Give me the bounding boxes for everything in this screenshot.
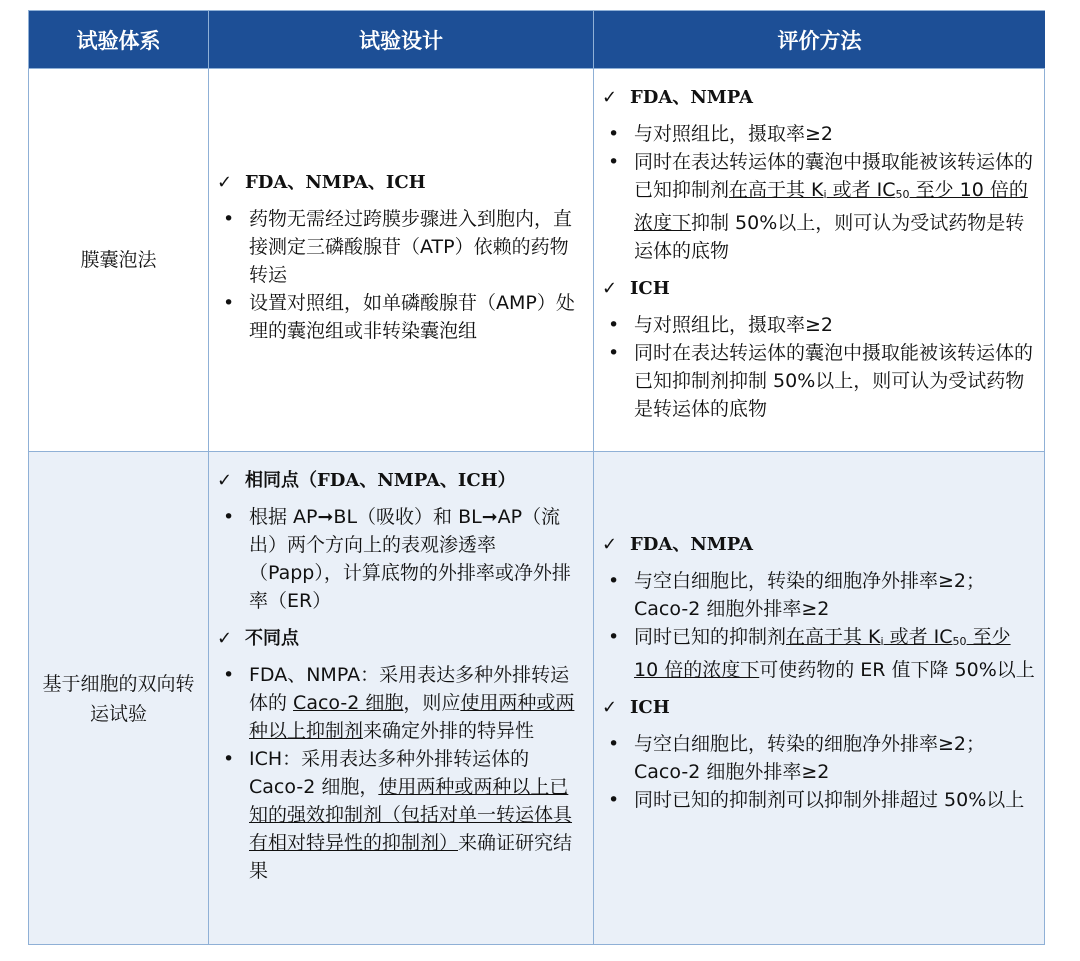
bullet-icon: • [608, 151, 620, 173]
list-item: • 同时已知的抑制剂可以抑制外排超过 50%以上 [602, 786, 1038, 814]
row1-evaluation [602, 84, 1038, 433]
column-divider [208, 11, 209, 944]
list-item: • 同时在表达转运体的囊泡中摄取能被该转运体的已知抑制剂在高于其 $K_i$ 或者 $IC_{50}$ 至少 10 倍的浓度下抑制 50%以上，则可认为受试药物是转运体的底物 [602, 148, 1038, 265]
list-item: • 与对照组比，摄取率≥2 [602, 120, 1038, 148]
bullet-icon: • [223, 292, 235, 314]
bullet-icon: • [608, 789, 620, 811]
check-icon: ✓ [217, 470, 233, 491]
header-evaluation-method: 评价方法 [594, 11, 1045, 68]
check-icon: ✓ [602, 278, 618, 299]
list-item: • ICH：采用表达多种外排转运体的 Caco-2 细胞，使用两种或两种以上已知的强效抑制剂（包括对单一转运体具有相对特异性的抑制剂）来确证研究结果 [217, 745, 583, 885]
check-icon: ✓ [602, 534, 618, 555]
row1-eval-check-fda-nmpa: ✓ FDA、NMPA [602, 84, 1038, 112]
row2-eval-check-fda-nmpa: ✓ FDA、NMPA [602, 531, 1038, 559]
row1-design [217, 169, 583, 355]
list-item: • 与空白细胞比，转染的细胞净外排率≥2；Caco-2 细胞外排率≥2 [602, 730, 1038, 786]
header-test-design: 试验设计 [209, 11, 593, 68]
row2-eval-check-ich: ✓ ICH [602, 694, 1038, 722]
list-item: • 同时已知的抑制剂在高于其 $K_i$ 或者 $IC_{50}$ 至少 10 倍的浓度下可使药物的 ER 值下降 50%以上 [602, 623, 1038, 684]
bullet-icon: • [608, 342, 620, 364]
row1-eval-check-ich: ✓ ICH [602, 275, 1038, 303]
row1-system: 膜囊泡法 [80, 249, 157, 271]
row2-design-check-diff: ✓ 不同点 [217, 625, 583, 653]
list-item: • 设置对照组，如单磷酸腺苷（AMP）处理的囊泡组或非转染囊泡组 [217, 289, 583, 345]
bullet-icon: • [223, 208, 235, 230]
bullet-icon: • [608, 123, 620, 145]
list-item: • 与空白细胞比，转染的细胞净外排率≥2；Caco-2 细胞外排率≥2 [602, 567, 1038, 623]
check-icon: ✓ [217, 172, 233, 193]
check-icon: ✓ [217, 628, 233, 649]
check-icon: ✓ [602, 87, 618, 108]
bullet-icon: • [608, 733, 620, 755]
list-item: • 药物无需经过跨膜步骤进入到胞内，直接测定三磷酸腺苷（ATP）依赖的药物转运 [217, 205, 583, 289]
list-item: • 与对照组比，摄取率≥2 [602, 311, 1038, 339]
header-test-system: 试验体系 [29, 11, 208, 68]
list-item: • 同时在表达转运体的囊泡中摄取能被该转运体的已知抑制剂抑制 50%以上，则可认为受试药物是转运体的底物 [602, 339, 1038, 423]
row2-design-check-same: ✓ 相同点（FDA、NMPA、ICH） [217, 467, 583, 495]
bullet-icon: • [608, 626, 620, 648]
row2-evaluation [602, 531, 1038, 824]
bullet-icon: • [608, 314, 620, 336]
bullet-icon: • [608, 570, 620, 592]
list-item: • FDA、NMPA：采用表达多种外排转运体的 Caco-2 细胞，则应使用两种或两种以上抑制剂来确定外排的特异性 [217, 661, 583, 745]
check-icon: ✓ [602, 697, 618, 718]
bullet-icon: • [223, 664, 235, 686]
row1-design-check: ✓ FDA、NMPA、ICH [217, 169, 583, 197]
bullet-icon: • [223, 748, 235, 770]
column-divider [593, 11, 594, 944]
bullet-icon: • [223, 506, 235, 528]
list-item: • 根据 AP➞BL（吸收）和 BL➞AP（流出）两个方向上的表观渗透率（Papp），计算底物的外排率或净外排率（ER） [217, 503, 583, 615]
comparison-table [28, 10, 1045, 945]
row2-system: 基于细胞的双向转运试验 [42, 672, 195, 725]
row2-design [217, 467, 583, 895]
